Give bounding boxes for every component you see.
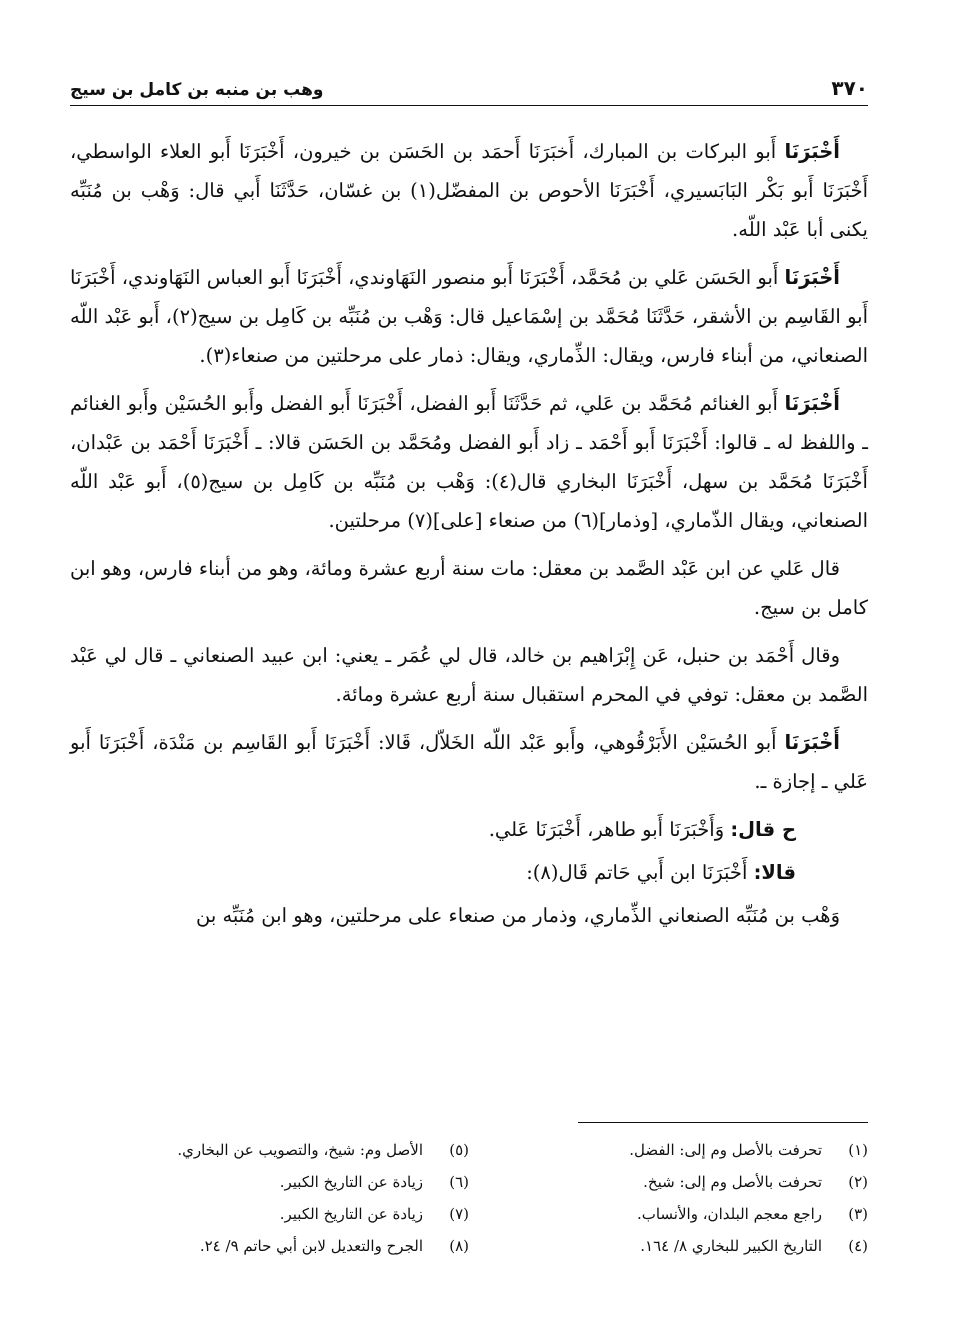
paragraph [70, 549, 868, 627]
footnote [70, 1134, 469, 1166]
footnote-text: زيادة عن التاريخ الكبير. [279, 1173, 423, 1191]
paragraph-lead: أَخْبَرَنَا [784, 266, 840, 289]
footnote-number: (١) [848, 1141, 868, 1159]
footnote [469, 1166, 868, 1198]
paragraph [70, 636, 868, 714]
footnote-text: راجع معجم البلدان، والأنساب. [636, 1205, 822, 1223]
paragraph [70, 384, 868, 540]
paragraph-lead: أَخْبَرَنَا [784, 392, 840, 415]
paragraph [70, 896, 868, 935]
paragraph-lead: أَخْبَرَنَا [784, 140, 840, 163]
footnote [469, 1230, 868, 1262]
running-title: وهب بن منبه بن كامل بن سيج [70, 80, 324, 100]
footnotes-left-column [70, 1134, 469, 1262]
paragraph-lead: ح قال: [730, 818, 796, 841]
paragraph-text: وَأَخْبَرَنَا أَبو طاهر، أَخْبَرَنَا عَلي. [488, 818, 731, 841]
paragraph [70, 132, 868, 249]
footnote-number: (٤) [848, 1237, 868, 1255]
paragraph-text: أَبو الحُسَيْن الأَبَرْقُوهي، وأَبو عَبْد اللّه الخَلاّل، قَالا: أَخْبَرَنَا أَبو القَاسِم بن مَنْدَة، أَخْبَرَنَا أَبو عَلي ـ إجازة ـ. [70, 731, 868, 793]
footnote [70, 1198, 469, 1230]
paragraph-text: أَبو الغنائم مُحَمَّد بن عَلي، ثم حَدَّثَنَا أَبو الفضل، أَخْبَرَنَا أَبو الفضل وأَبو الحُسَيْن وأَبو الغنائم ـ واللفظ له ـ قالوا: أَخْبَرَنَا أَبو أَحْمَد ـ زاد أَبو الفضل ومُحَمَّد بن الحَسَن قالا: ـ أَخْبَرَنَا أَحْمَد بن عَبْدان، أَخْبَرَنَا مُحَمَّد بن سهل، أَخْبَرَنَا البخاري قال(٤): وَهْب بن مُنَبِّه بن كَامِل بن سيج(٥)، أَبو عَبْد اللّه الصنعاني، ويقال الذّماري، [وذمار](٦) من صنعاء [على](٧) مرحلتين. [70, 392, 868, 532]
paragraph-text: وقال أَحْمَد بن حنبل، عَن إِبْرَاهيم بن خالد، قال لي عُمَر ـ يعني: ابن عبيد الصنعاني ـ قال لي عَبْد الصَّمد بن معقل: توفي في المحرم استقبال سنة أربع عشرة ومائة. [70, 644, 868, 706]
footnote [70, 1166, 469, 1198]
paragraph-text: أَبو الحَسَن عَلي بن مُحَمَّد، أَخْبَرَنَا أَبو منصور النَهَاوندي، أَخْبَرَنَا أَبو العباس النَهَاوندي، أَخْبَرَنَا أَبو القَاسِم بن الأشقر، حَدَّثَنَا مُحَمَّد بن إسْمَاعيل قال: وَهْب بن مُنَبِّه بن كَامِل بن سيج(٢)، أَبو عَبْد اللّه الصنعاني، من أبناء فارس، ويقال: الذِّماري، ويقال: ذمار على مرحلتين من صنعاء(٣). [70, 266, 868, 367]
footnote [469, 1134, 868, 1166]
paragraph [70, 258, 868, 375]
footnote-text: تحرفت بالأصل وم إلى: الفضل. [629, 1141, 822, 1159]
footnote-number: (٣) [848, 1205, 868, 1223]
footnote-text: زيادة عن التاريخ الكبير. [279, 1205, 423, 1223]
footnote-text: الجرح والتعديل لابن أبي حاتم ٩/ ٢٤. [199, 1237, 423, 1255]
footnote-number: (٧) [449, 1205, 469, 1223]
footnote-number: (٢) [848, 1173, 868, 1191]
footnote-number: (٨) [449, 1237, 469, 1255]
footnote [70, 1230, 469, 1262]
footnote-text: الأصل وم: شيخ، والتصويب عن البخاري. [177, 1141, 423, 1159]
footnotes-right-column [469, 1134, 868, 1262]
footnote-number: (٦) [449, 1173, 469, 1191]
footnote-text: تحرفت بالأصل وم إلى: شيخ. [643, 1173, 822, 1191]
footnote-rule [578, 1122, 868, 1123]
paragraph-text: أَخْبَرَنَا ابن أَبي حَاتم قَال(٨): [526, 861, 754, 884]
footnote [469, 1198, 868, 1230]
paragraph-lead: قالا: [753, 861, 796, 884]
page-number: ٣٧٠ [831, 76, 868, 100]
paragraph [70, 810, 868, 849]
paragraph-lead: أَخْبَرَنَا [784, 731, 840, 754]
paragraph-text: قال عَلي عن ابن عَبْد الصَّمد بن معقل: مات سنة أربع عشرة ومائة، وهو من أبناء فارس، وهو ابن كامل بن سيج. [70, 557, 868, 619]
paragraph [70, 853, 868, 892]
paragraph-text: أَبو البركات بن المبارك، أَخبَرَنَا أَحمَد بن الحَسَن بن خيرون، أَخْبَرَنَا أَبو العلاء الواسطي، أَخْبَرَنَا أَبو بَكْر البَابَسيري، أَخْبَرَنَا الأحوص بن المفضّل(١) بن غسّان، حَدَّثَنَا أَبي قال: وَهْب بن مُنَبِّه يكنى أبا عَبْد اللّه. [70, 140, 868, 241]
paragraph-text: وَهْب بن مُنَبِّه الصنعاني الذِّماري، وذمار من صنعاء على مرحلتين، وهو ابن مُنَبِّه بن [195, 904, 840, 927]
footnote-text: التاريخ الكبير للبخاري ٨/ ١٦٤. [640, 1237, 822, 1255]
page-header [70, 60, 868, 100]
paragraph [70, 723, 868, 801]
header-rule [70, 105, 868, 106]
footnote-number: (٥) [449, 1141, 469, 1159]
main-text [70, 132, 868, 944]
footnotes [70, 1134, 868, 1262]
